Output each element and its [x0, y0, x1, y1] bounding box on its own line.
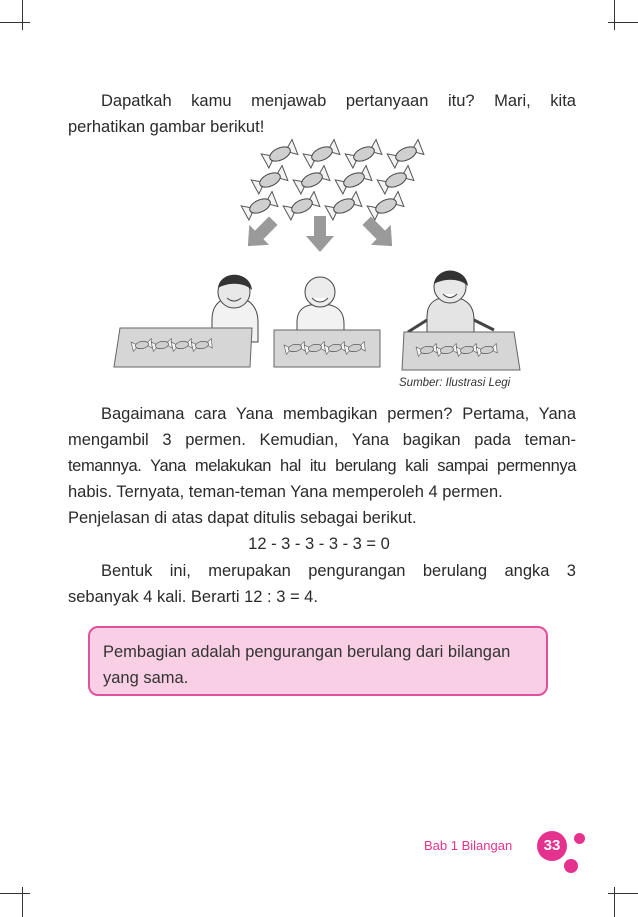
- candy: [377, 166, 415, 195]
- page-number: 33: [537, 831, 567, 861]
- text-line: Bentuk ini, merupakan pengurangan berulang angka 3: [101, 562, 576, 580]
- candy: [325, 192, 363, 221]
- text-line: temannya. Yana melakukan hal itu berulang kali sampai permennya: [68, 457, 576, 475]
- subtraction-equation: 12 - 3 - 3 - 3 - 3 = 0: [248, 535, 390, 553]
- candy: [303, 140, 341, 169]
- child-right: [408, 271, 494, 342]
- table-middle: [274, 330, 380, 367]
- candy: [261, 140, 299, 169]
- text-line: Bagaimana cara Yana membagikan permen? Pertama, Yana: [101, 405, 576, 423]
- crop-mark: [614, 0, 615, 30]
- candy: [345, 140, 383, 169]
- text-line: perhatikan gambar berikut!: [68, 118, 265, 136]
- text-line: Dapatkah kamu menjawab pertanyaan itu? Mari, kita: [101, 92, 576, 110]
- crop-mark: [22, 0, 23, 30]
- crop-mark: [608, 22, 638, 23]
- candy: [335, 166, 373, 195]
- candy: [387, 140, 425, 169]
- text-line: sebanyak 4 kali. Berarti 12 : 3 = 4.: [68, 588, 318, 606]
- crop-mark: [22, 887, 23, 917]
- crop-mark: [0, 893, 30, 894]
- candy-sharing-illustration: [112, 132, 532, 394]
- child-middle: [297, 277, 344, 337]
- crop-mark: [608, 893, 638, 894]
- table-right: [402, 332, 520, 370]
- chapter-label: Bab 1 Bilangan: [424, 838, 513, 853]
- candy: [293, 166, 331, 195]
- explanation-paragraph: [68, 401, 576, 531]
- decorative-dot: [574, 833, 585, 844]
- candy: [251, 166, 289, 195]
- down-arrows: [238, 211, 402, 256]
- crop-mark: [0, 22, 30, 23]
- candy-pile: [241, 140, 425, 221]
- candy: [367, 192, 405, 221]
- text-line: Pembagian adalah pengurangan berulang dari bilangan: [103, 643, 511, 661]
- text-line: mengambil 3 permen. Kemudian, Yana bagikan pada teman-: [68, 431, 576, 449]
- conclusion-paragraph: [68, 558, 576, 610]
- text-line: habis. Ternyata, teman-teman Yana memperoleh 4 permen.: [68, 483, 503, 501]
- text-line: Penjelasan di atas dapat ditulis sebagai berikut.: [68, 509, 417, 527]
- illustration-caption: Sumber: Ilustrasi Legi: [399, 377, 511, 389]
- candy: [241, 192, 279, 221]
- crop-mark: [614, 887, 615, 917]
- text-line: yang sama.: [103, 669, 189, 687]
- table-left: [114, 328, 252, 367]
- definition-text: [103, 639, 510, 691]
- decorative-dot: [564, 859, 578, 873]
- definition-box: [88, 626, 548, 696]
